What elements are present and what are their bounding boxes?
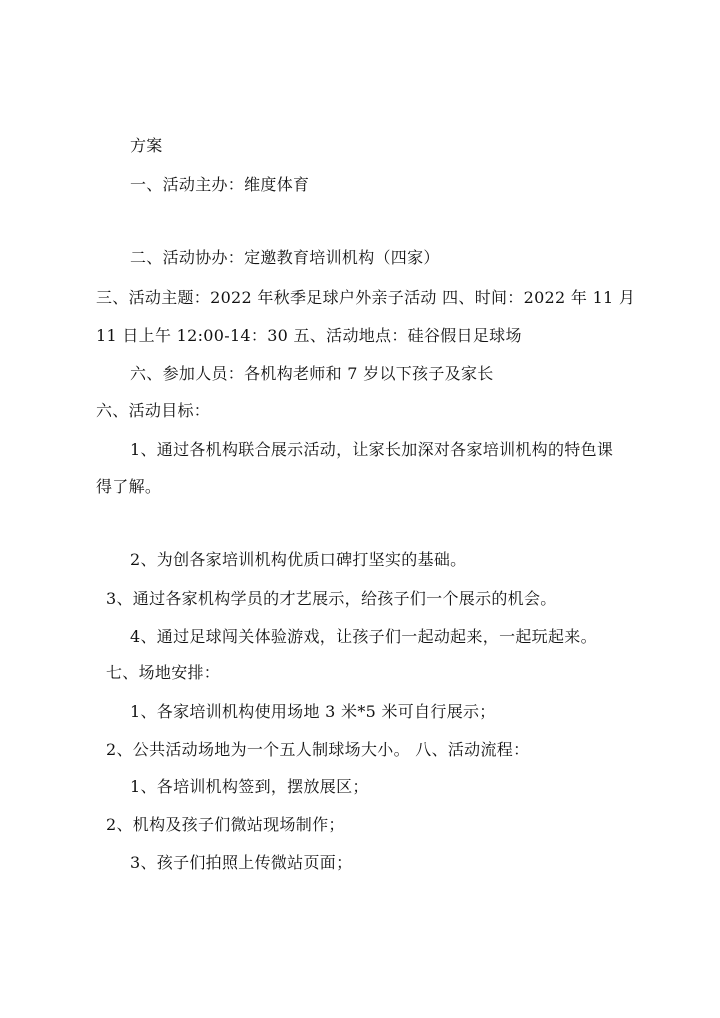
paragraph-line: 2、机构及孩子们微站现场制作； [106,815,345,834]
paragraph-line: 1、各家培训机构使用场地 3 米*5 米可自行展示； [130,702,496,721]
paragraph-line: 一、活动主办：维度体育 [130,175,310,194]
paragraph-line: 2、公共活动场地为一个五人制球场大小。 八、活动流程： [106,740,530,759]
section-heading: 六、活动目标： [96,401,211,420]
doc-title: 方案 [130,136,163,155]
paragraph-line: 三、活动主题：2022 年秋季足球户外亲子活动 四、时间：2022 年 11 月 [96,288,636,307]
section-heading: 七、场地安排： [106,663,221,682]
paragraph-line: 4、通过足球闯关体验游戏，让孩子们一起动起来，一起玩起来。 [130,627,597,646]
paragraph-line: 2、为创各家培训机构优质口碑打坚实的基础。 [130,550,467,569]
paragraph-line: 11 日上午 12:00-14：30 五、活动地点：硅谷假日足球场 [96,326,522,345]
paragraph-line: 3、通过各家机构学员的才艺展示，给孩子们一个展示的机会。 [106,589,557,608]
paragraph-line: 六、参加人员：各机构老师和 7 岁以下孩子及家长 [130,364,494,383]
paragraph-line: 二、活动协办：定邀教育培训机构（四家） [130,248,440,267]
paragraph-line: 1、通过各机构联合展示活动，让家长加深对各家培训机构的特色课 [130,440,614,459]
paragraph-line: 1、各培训机构签到，摆放展区； [130,777,369,796]
paragraph-line: 得了解。 [96,477,162,496]
paragraph-line: 3、孩子们拍照上传微站页面； [130,853,353,872]
